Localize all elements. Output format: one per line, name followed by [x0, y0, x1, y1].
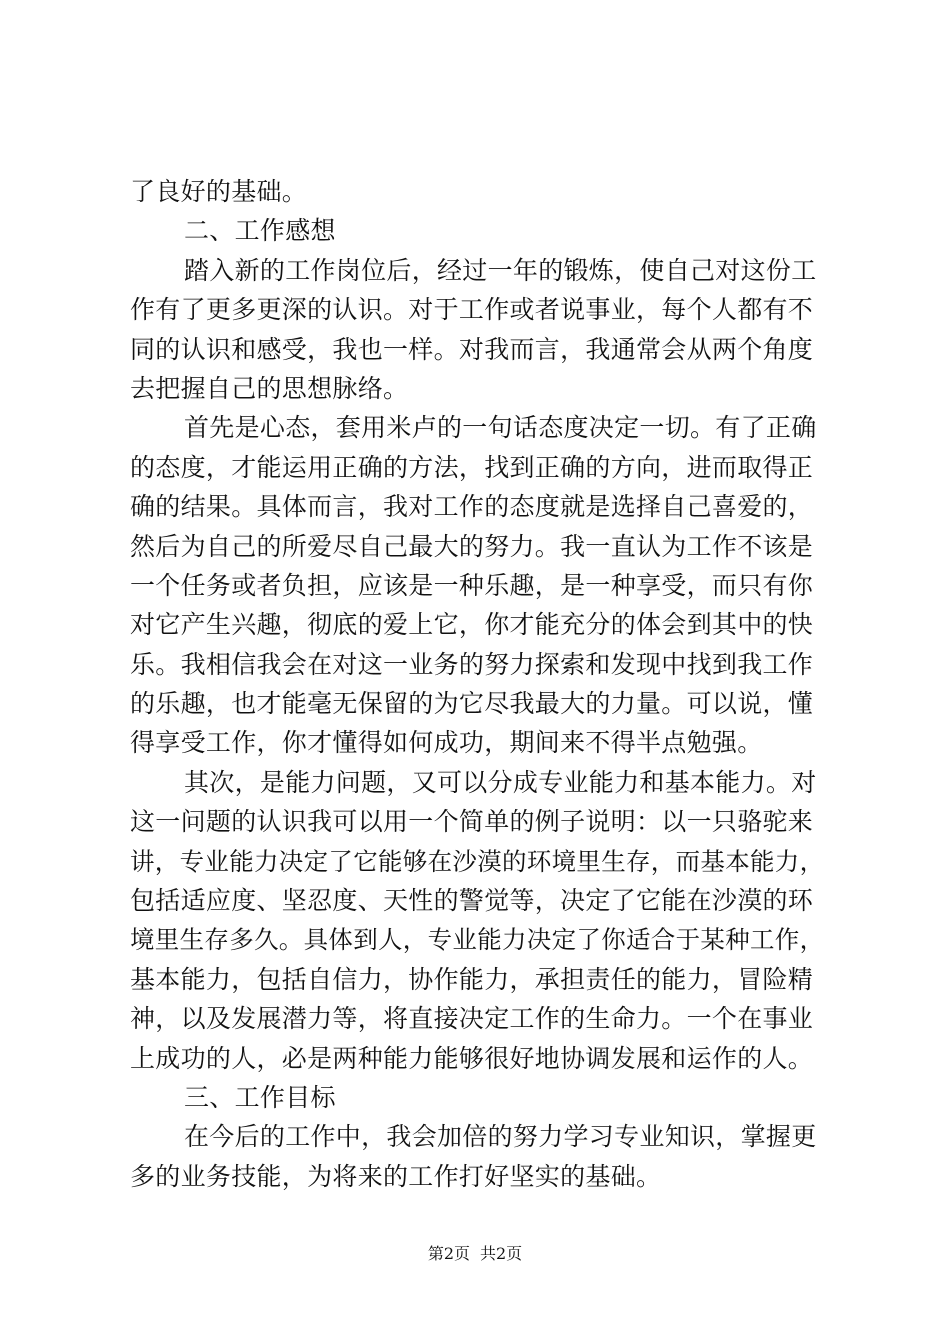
text-line: 这一问题的认识我可以用一个简单的例子说明：以一只骆驼来 — [130, 807, 814, 837]
text-line: 包括适应度、坚忍度、天性的警觉等，决定了它能在沙漠的环 — [130, 886, 814, 916]
text-line: 首先是心态，套用米卢的一句话态度决定一切。有了正确 — [184, 413, 817, 443]
text-line: 乐。我相信我会在对这一业务的努力探索和发现中找到我工作 — [130, 649, 814, 679]
page-number: 第2页 — [427, 1244, 470, 1263]
page-footer — [0, 1244, 950, 1264]
text-line: 踏入新的工作岗位后，经过一年的锻炼，使自己对这份工 — [184, 255, 817, 285]
text-line: 境里生存多久。具体到人，专业能力决定了你适合于某种工作， — [130, 925, 825, 955]
text-line: 上成功的人，必是两种能力能够很好地协调发展和运作的人。 — [130, 1043, 814, 1073]
text-line: 三、工作目标 — [184, 1082, 336, 1112]
text-line: 多的业务技能，为将来的工作打好坚实的基础。 — [130, 1161, 662, 1191]
text-line: 一个任务或者负担，应该是一种乐趣，是一种享受，而只有你 — [130, 570, 814, 600]
text-line: 去把握自己的思想脉络。 — [130, 373, 409, 403]
text-line: 同的认识和感受，我也一样。对我而言，我通常会从两个角度 — [130, 334, 814, 364]
text-line: 了良好的基础。 — [130, 177, 308, 206]
text-line: 得享受工作，你才懂得如何成功，期间来不得半点勉强。 — [130, 728, 763, 758]
text-line: 作有了更多更深的认识。对于工作或者说事业，每个人都有不 — [130, 295, 814, 325]
page-total: 共2页 — [480, 1244, 523, 1263]
text-line: 对它产生兴趣，彻底的爱上它，你才能充分的体会到其中的快 — [130, 610, 814, 640]
text-line: 讲，专业能力决定了它能够在沙漠的环境里生存，而基本能力， — [130, 846, 825, 876]
text-line: 其次，是能力问题，又可以分成专业能力和基本能力。对 — [184, 767, 817, 797]
text-line: 二、工作感想 — [184, 216, 336, 246]
text-line: 神，以及发展潜力等，将直接决定工作的生命力。一个在事业 — [130, 1004, 814, 1034]
text-line: 然后为自己的所爱尽自己最大的努力。我一直认为工作不该是 — [130, 531, 814, 561]
text-line: 在今后的工作中，我会加倍的努力学习专业知识，掌握更 — [184, 1122, 817, 1152]
text-line: 确的结果。具体而言，我对工作的态度就是选择自己喜爱的， — [130, 492, 814, 522]
text-line: 的态度，才能运用正确的方法，找到正确的方向，进而取得正 — [130, 452, 814, 482]
text-line: 基本能力，包括自信力，协作能力，承担责任的能力，冒险精 — [130, 964, 814, 994]
document-body — [130, 172, 832, 1196]
text-line: 的乐趣，也才能毫无保留的为它尽我最大的力量。可以说，懂 — [130, 689, 814, 719]
